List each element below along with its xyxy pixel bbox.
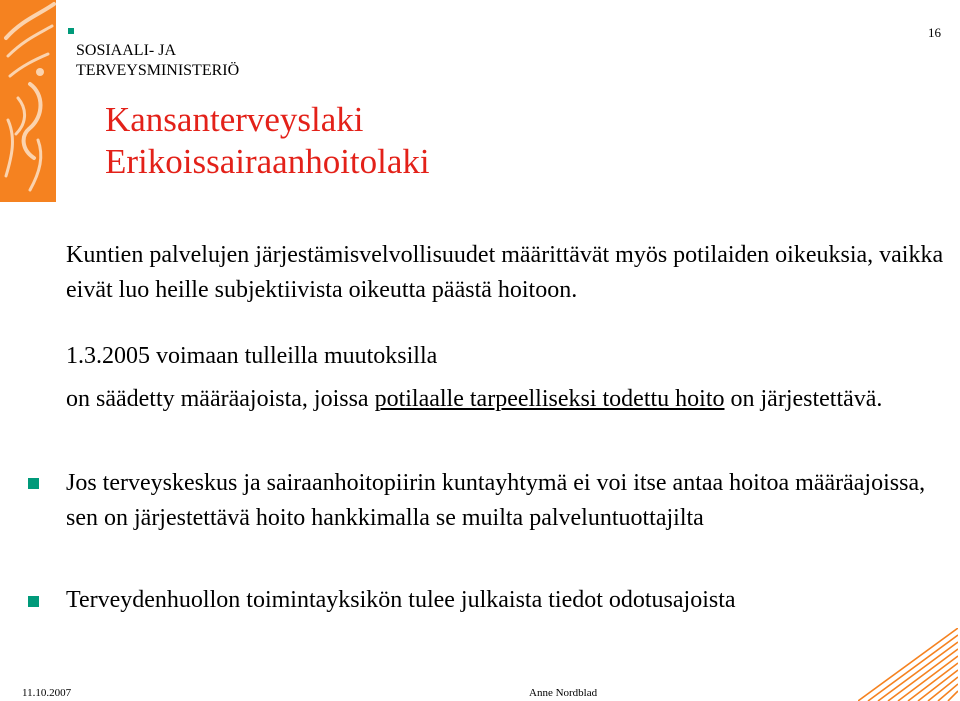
bullet-item-purchase: Jos terveyskeskus ja sairaanhoitopiirin kuntayhtymä ei voi itse antaa hoitoa määräajoissa, sen on järjestettävä hoito hankkimalla se muilta palveluntuottajilta: [66, 470, 926, 531]
deadlines-text-after: on järjestettävä.: [724, 386, 883, 412]
corner-stripes-icon: [858, 628, 958, 701]
ministry-logo-icon: [0, 0, 56, 202]
deadlines-text-underlined: potilaalle tarpeelliseksi todettu hoito: [374, 386, 725, 412]
title-line2: Erikoissairaanhoitolaki: [105, 142, 430, 181]
paragraph-amendment: 1.3.2005 voimaan tulleilla muutoksilla: [66, 343, 438, 369]
deadlines-text-before: on säädetty määräajoista, joissa: [66, 386, 375, 412]
header-bullet: [68, 28, 74, 34]
slide-number: 16: [928, 25, 941, 40]
bullet-square-1: [28, 478, 39, 489]
paragraph-deadlines: [66, 382, 946, 417]
slide-title: [105, 99, 430, 183]
organization-name: [76, 41, 239, 81]
title-line1: Kansanterveyslaki: [105, 100, 364, 139]
org-name-line1: SOSIAALI- JA: [76, 42, 176, 59]
logo-band: [0, 0, 56, 202]
footer-author: Anne Nordblad: [529, 687, 598, 699]
bullet-item-publish: Terveydenhuollon toimintayksikön tulee julkaista tiedot odotusajoista: [66, 587, 736, 613]
bullet-square-2: [28, 596, 39, 607]
paragraph-obligations: Kuntien palvelujen järjestämisvelvollisuudet määrittävät myös potilaiden oikeuksia, vaikka eivät luo heille subjektiivista oikeutta päästä hoitoon.: [66, 242, 944, 303]
footer-date: 11.10.2007: [22, 687, 72, 699]
org-name-line2: TERVEYSMINISTERIÖ: [76, 62, 240, 79]
